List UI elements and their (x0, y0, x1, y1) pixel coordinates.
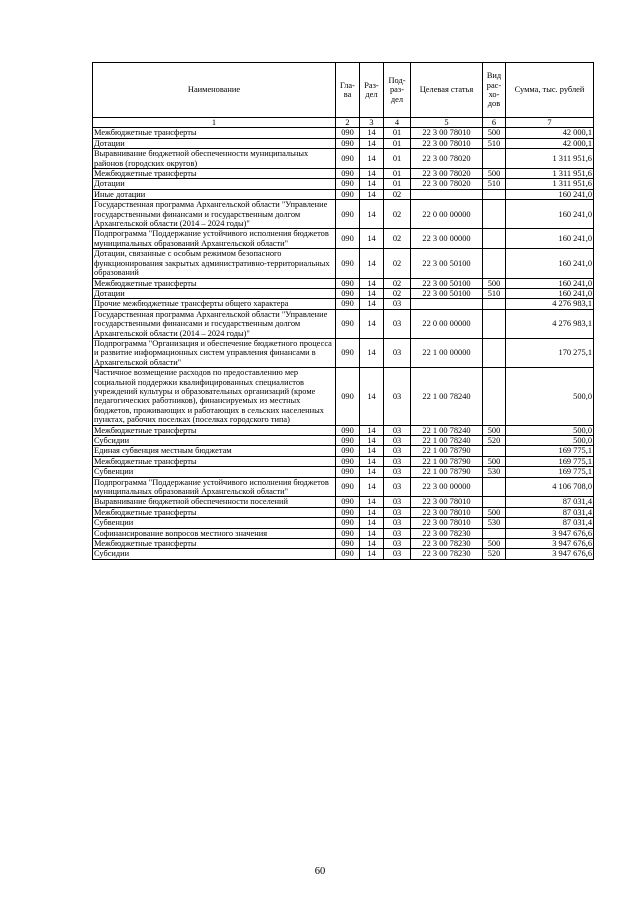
column-number: 6 (483, 118, 506, 128)
target-article: 22 3 00 78230 (411, 539, 483, 549)
chapter-code: 090 (336, 249, 360, 278)
column-number: 4 (384, 118, 411, 128)
table-row (93, 179, 594, 189)
subsection-code: 01 (384, 128, 411, 138)
subsection-code: 01 (384, 149, 411, 169)
section-code: 14 (360, 249, 384, 278)
chapter-code: 090 (336, 467, 360, 477)
table-row (93, 128, 594, 138)
header-sum: Сумма, тыс. рублей (506, 63, 594, 118)
row-name: Субвенции (93, 467, 336, 477)
section-code: 14 (360, 200, 384, 229)
chapter-code: 090 (336, 149, 360, 169)
row-name: Межбюджетные трансферты (93, 278, 336, 288)
row-name: Межбюджетные трансферты (93, 539, 336, 549)
row-sum: 160 241,0 (506, 249, 594, 278)
row-sum: 87 031,4 (506, 507, 594, 517)
expense-type: 520 (483, 549, 506, 559)
table-row (93, 456, 594, 466)
expense-type (483, 309, 506, 338)
target-article: 22 3 00 00000 (411, 229, 483, 249)
header-row (93, 63, 594, 118)
subsection-code: 02 (384, 229, 411, 249)
target-article: 22 3 00 78230 (411, 528, 483, 538)
row-name: Единая субвенция местным бюджетам (93, 446, 336, 456)
chapter-code: 090 (336, 497, 360, 507)
column-number: 2 (336, 118, 360, 128)
chapter-code: 090 (336, 128, 360, 138)
expense-type (483, 368, 506, 425)
expense-type: 500 (483, 539, 506, 549)
subsection-code: 03 (384, 497, 411, 507)
chapter-code: 090 (336, 299, 360, 309)
target-article: 22 3 00 50100 (411, 278, 483, 288)
header-glava: Гла-ва (336, 63, 360, 118)
chapter-code: 090 (336, 507, 360, 517)
table-row (93, 539, 594, 549)
header-razdel: Раз-дел (360, 63, 384, 118)
target-article: 22 3 00 78020 (411, 169, 483, 179)
row-name: Межбюджетные трансферты (93, 128, 336, 138)
target-article: 22 3 00 78010 (411, 138, 483, 148)
chapter-code: 090 (336, 436, 360, 446)
row-name: Дотации (93, 179, 336, 189)
subsection-code: 03 (384, 368, 411, 425)
subsection-code: 03 (384, 425, 411, 435)
row-sum: 500,0 (506, 425, 594, 435)
target-article: 22 1 00 78240 (411, 436, 483, 446)
section-code: 14 (360, 189, 384, 199)
target-article: 22 0 00 00000 (411, 200, 483, 229)
section-code: 14 (360, 467, 384, 477)
subsection-code: 01 (384, 179, 411, 189)
section-code: 14 (360, 179, 384, 189)
row-sum: 169 775,1 (506, 467, 594, 477)
expense-type (483, 149, 506, 169)
row-sum: 87 031,4 (506, 497, 594, 507)
table-row (93, 436, 594, 446)
target-article: 22 3 00 78020 (411, 149, 483, 169)
subsection-code: 02 (384, 189, 411, 199)
row-name: Межбюджетные трансферты (93, 456, 336, 466)
section-code: 14 (360, 446, 384, 456)
table-row (93, 229, 594, 249)
column-number: 3 (360, 118, 384, 128)
header-podrazdel: Под-раз-дел (384, 63, 411, 118)
chapter-code: 090 (336, 288, 360, 298)
subsection-code: 03 (384, 299, 411, 309)
table-row (93, 507, 594, 517)
table-row (93, 309, 594, 338)
chapter-code: 090 (336, 138, 360, 148)
row-name: Софинансирование вопросов местного значения (93, 528, 336, 538)
target-article: 22 3 00 78010 (411, 497, 483, 507)
expense-type: 510 (483, 288, 506, 298)
subsection-code: 03 (384, 446, 411, 456)
column-number: 1 (93, 118, 336, 128)
column-number-row (93, 118, 594, 128)
chapter-code: 090 (336, 425, 360, 435)
table-row (93, 288, 594, 298)
target-article: 22 3 00 78230 (411, 549, 483, 559)
column-number: 7 (506, 118, 594, 128)
table-row (93, 528, 594, 538)
table-row (93, 467, 594, 477)
section-code: 14 (360, 528, 384, 538)
row-name: Дотации (93, 288, 336, 298)
chapter-code: 090 (336, 539, 360, 549)
section-code: 14 (360, 288, 384, 298)
row-name: Прочие межбюджетные трансферты общего характера (93, 299, 336, 309)
target-article (411, 299, 483, 309)
row-sum: 169 775,1 (506, 456, 594, 466)
table-row (93, 425, 594, 435)
row-name: Частичное возмещение расходов по предоставлению мер социальной поддержки квалифицированных специалистов учреждений культуры и образовательных организаций (кроме педагогических работников), финансируемых из местных бюджетов, проживающих и работающих в сельских населенных пунктах, рабочих поселках (поселках городского типа) (93, 368, 336, 425)
target-article: 22 1 00 78790 (411, 467, 483, 477)
row-name: Государственная программа Архангельской области "Управление государственными финансами и государственным долгом Архангельской области (2014 – 2024 годы)" (93, 200, 336, 229)
expense-type (483, 446, 506, 456)
section-code: 14 (360, 138, 384, 148)
row-sum: 160 241,0 (506, 200, 594, 229)
row-sum: 160 241,0 (506, 189, 594, 199)
target-article: 22 3 00 78010 (411, 128, 483, 138)
table-body (93, 128, 594, 559)
row-sum: 500,0 (506, 368, 594, 425)
chapter-code: 090 (336, 477, 360, 497)
expense-type (483, 497, 506, 507)
row-sum: 160 241,0 (506, 288, 594, 298)
row-name: Межбюджетные трансферты (93, 169, 336, 179)
expense-type (483, 200, 506, 229)
row-sum: 500,0 (506, 436, 594, 446)
target-article: 22 0 00 00000 (411, 309, 483, 338)
header-target-article: Целевая статья (411, 63, 483, 118)
subsection-code: 03 (384, 549, 411, 559)
target-article: 22 1 00 00000 (411, 338, 483, 367)
target-article: 22 3 00 00000 (411, 477, 483, 497)
subsection-code: 02 (384, 288, 411, 298)
section-code: 14 (360, 278, 384, 288)
table-row (93, 446, 594, 456)
row-name: Дотации, связанные с особым режимом безопасного функционирования закрытых административно-территориальных образований (93, 249, 336, 278)
chapter-code: 090 (336, 368, 360, 425)
row-sum: 1 311 951,6 (506, 149, 594, 169)
section-code: 14 (360, 425, 384, 435)
subsection-code: 02 (384, 200, 411, 229)
expense-type: 500 (483, 278, 506, 288)
row-sum: 169 775,1 (506, 446, 594, 456)
row-name: Государственная программа Архангельской области "Управление государственными финансами и государственным долгом Архангельской области (2014 – 2024 годы)" (93, 309, 336, 338)
section-code: 14 (360, 128, 384, 138)
section-code: 14 (360, 456, 384, 466)
target-article: 22 3 00 50100 (411, 288, 483, 298)
row-name: Подпрограмма "Организация и обеспечение бюджетного процесса и развитие информационных систем управления финансами в Архангельской области" (93, 338, 336, 367)
expense-type: 520 (483, 436, 506, 446)
table-row (93, 549, 594, 559)
table-row (93, 368, 594, 425)
expense-type: 510 (483, 179, 506, 189)
expense-type (483, 299, 506, 309)
header-name: Наименование (93, 63, 336, 118)
section-code: 14 (360, 477, 384, 497)
expense-type (483, 528, 506, 538)
table-row (93, 149, 594, 169)
expense-type: 530 (483, 518, 506, 528)
expense-type (483, 229, 506, 249)
chapter-code: 090 (336, 169, 360, 179)
subsection-code: 01 (384, 169, 411, 179)
expense-type: 530 (483, 467, 506, 477)
expense-type: 500 (483, 128, 506, 138)
target-article: 22 3 00 78020 (411, 179, 483, 189)
target-article: 22 3 00 50100 (411, 249, 483, 278)
row-name: Выравнивание бюджетной обеспеченности поселений (93, 497, 336, 507)
subsection-code: 03 (384, 477, 411, 497)
table-row (93, 189, 594, 199)
subsection-code: 03 (384, 456, 411, 466)
budget-table (92, 62, 594, 560)
subsection-code: 03 (384, 436, 411, 446)
chapter-code: 090 (336, 549, 360, 559)
row-name: Иные дотации (93, 189, 336, 199)
subsection-code: 03 (384, 309, 411, 338)
subsection-code: 02 (384, 249, 411, 278)
row-sum: 170 275,1 (506, 338, 594, 367)
section-code: 14 (360, 518, 384, 528)
table-row (93, 200, 594, 229)
target-article: 22 1 00 78240 (411, 425, 483, 435)
column-number: 5 (411, 118, 483, 128)
section-code: 14 (360, 149, 384, 169)
chapter-code: 090 (336, 446, 360, 456)
chapter-code: 090 (336, 200, 360, 229)
row-sum: 42 000,1 (506, 128, 594, 138)
section-code: 14 (360, 309, 384, 338)
expense-type (483, 249, 506, 278)
table-row (93, 169, 594, 179)
row-name: Выравнивание бюджетной обеспеченности муниципальных районов (городских округов) (93, 149, 336, 169)
row-sum: 4 106 708,0 (506, 477, 594, 497)
subsection-code: 03 (384, 539, 411, 549)
row-sum: 1 311 951,6 (506, 169, 594, 179)
row-name: Дотации (93, 138, 336, 148)
row-name: Подпрограмма "Поддержание устойчивого исполнения бюджетов муниципальных образований Архангельской области" (93, 477, 336, 497)
section-code: 14 (360, 549, 384, 559)
row-name: Субсидии (93, 549, 336, 559)
section-code: 14 (360, 368, 384, 425)
chapter-code: 090 (336, 456, 360, 466)
target-article: 22 1 00 78790 (411, 446, 483, 456)
table-row (93, 299, 594, 309)
row-sum: 160 241,0 (506, 229, 594, 249)
target-article: 22 1 00 78240 (411, 368, 483, 425)
subsection-code: 03 (384, 528, 411, 538)
target-article: 22 3 00 78010 (411, 518, 483, 528)
row-name: Подпрограмма "Поддержание устойчивого исполнения бюджетов муниципальных образований Архангельской области" (93, 229, 336, 249)
chapter-code: 090 (336, 179, 360, 189)
row-name: Межбюджетные трансферты (93, 425, 336, 435)
row-sum: 42 000,1 (506, 138, 594, 148)
table-row (93, 278, 594, 288)
row-name: Субсидии (93, 436, 336, 446)
target-article: 22 1 00 78790 (411, 456, 483, 466)
row-sum: 4 276 983,1 (506, 309, 594, 338)
section-code: 14 (360, 539, 384, 549)
section-code: 14 (360, 507, 384, 517)
row-name: Субвенции (93, 518, 336, 528)
expense-type (483, 477, 506, 497)
section-code: 14 (360, 497, 384, 507)
subsection-code: 01 (384, 138, 411, 148)
chapter-code: 090 (336, 229, 360, 249)
chapter-code: 090 (336, 528, 360, 538)
table-row (93, 138, 594, 148)
section-code: 14 (360, 299, 384, 309)
row-sum: 87 031,4 (506, 518, 594, 528)
row-sum: 3 947 676,6 (506, 539, 594, 549)
row-sum: 1 311 951,6 (506, 179, 594, 189)
expense-type: 500 (483, 456, 506, 466)
page-number: 60 (314, 866, 326, 877)
subsection-code: 03 (384, 467, 411, 477)
section-code: 14 (360, 338, 384, 367)
table-row (93, 338, 594, 367)
subsection-code: 03 (384, 518, 411, 528)
expense-type: 500 (483, 169, 506, 179)
row-sum: 4 276 983,1 (506, 299, 594, 309)
chapter-code: 090 (336, 278, 360, 288)
subsection-code: 03 (384, 338, 411, 367)
section-code: 14 (360, 229, 384, 249)
table-row (93, 518, 594, 528)
subsection-code: 03 (384, 507, 411, 517)
table-row (93, 477, 594, 497)
row-sum: 3 947 676,6 (506, 528, 594, 538)
section-code: 14 (360, 169, 384, 179)
expense-type: 510 (483, 138, 506, 148)
header-expense-type: Вид рас-хо-дов (483, 63, 506, 118)
chapter-code: 090 (336, 338, 360, 367)
expense-type: 500 (483, 425, 506, 435)
subsection-code: 02 (384, 278, 411, 288)
chapter-code: 090 (336, 189, 360, 199)
target-article: 22 3 00 78010 (411, 507, 483, 517)
chapter-code: 090 (336, 518, 360, 528)
expense-type (483, 338, 506, 367)
section-code: 14 (360, 436, 384, 446)
row-name: Межбюджетные трансферты (93, 507, 336, 517)
row-sum: 3 947 676,6 (506, 549, 594, 559)
chapter-code: 090 (336, 309, 360, 338)
table-row (93, 497, 594, 507)
table-row (93, 249, 594, 278)
target-article (411, 189, 483, 199)
expense-type (483, 189, 506, 199)
row-sum: 160 241,0 (506, 278, 594, 288)
expense-type: 500 (483, 507, 506, 517)
